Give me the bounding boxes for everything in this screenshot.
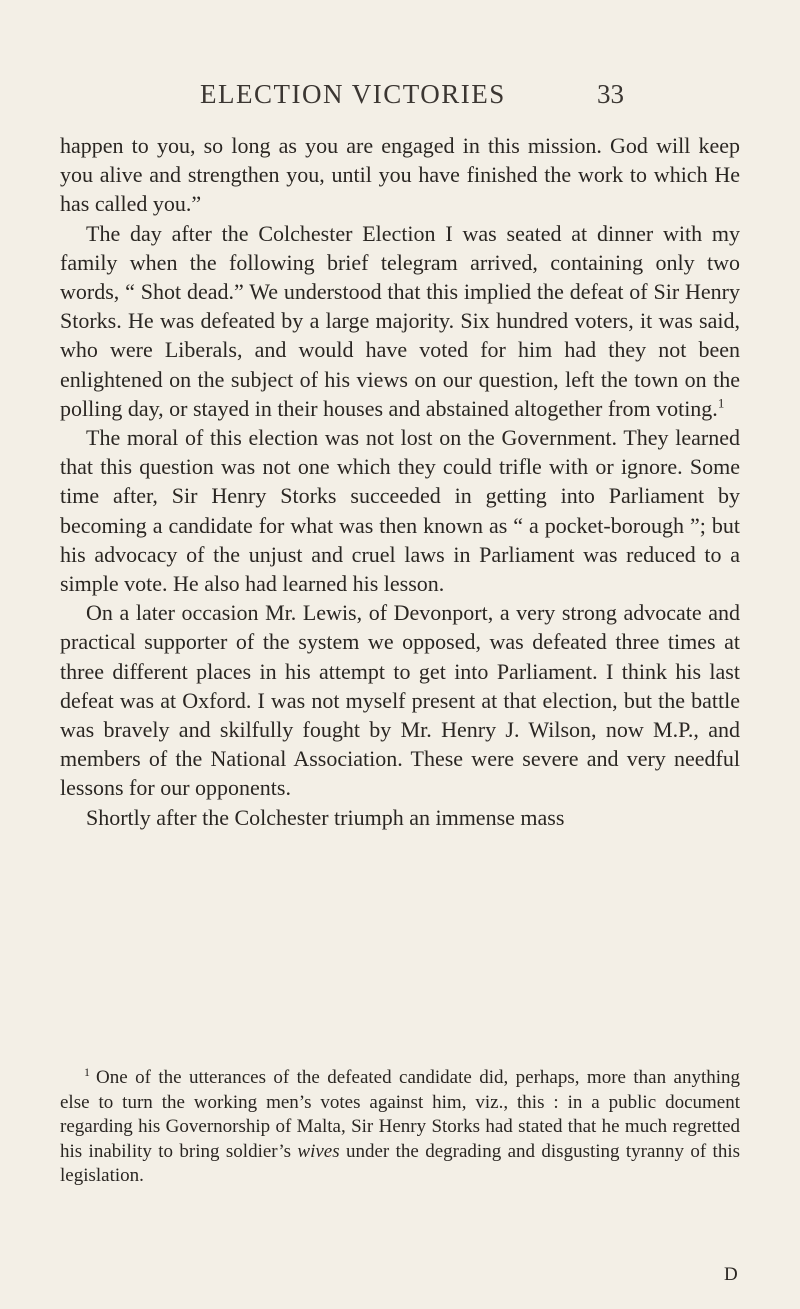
paragraph-text: Shortly after the Colchester triumph an immense mass	[86, 804, 565, 830]
paragraph-text: On a later occasion Mr. Lewis, of Devonport, a very strong advocate and practical supporter of the system we opposed, was defeated three times at three different places in his attempt to get into Parliament. I think his last defeat was at Oxford. I was not myself present at that election, but the battle was bravely and skilfully fought by Mr. Henry J. Wilson, now M.P., and members of the National Association. These were severe and very needful lessons for our opponents.	[60, 600, 740, 801]
footnote	[60, 1066, 740, 1189]
footnote-italic-text: wives	[297, 1140, 340, 1162]
footnote-text-end: under the degrading and disgusting tyranny of this legislation.	[60, 1140, 740, 1187]
paragraph	[60, 219, 740, 423]
body-text	[60, 131, 740, 832]
footnotes	[60, 1066, 740, 1189]
footnote-text: One of the utterances of the defeated candidate did, perhaps, more than anything else to turn the working men’s votes against him, viz., this : in a public document regarding his Governorship of Malta, Sir Henry Storks had stated that he much regretted his inability to bring soldier’s	[60, 1067, 740, 1162]
page-number: 33	[597, 79, 624, 109]
page-header	[200, 76, 624, 124]
footnote-marker: 1	[84, 1064, 90, 1079]
paragraph-text: The moral of this election was not lost on the Government. They learned that this question was not one which they could trifle with or ignore. Some time after, Sir Henry Storks succeeded in getting into Parliament by becoming a candidate for what was then known as “ a pocket-borough ”; but his advocacy of the unjust and cruel laws in Parliament was reduced to a simple vote. He also had learned his lesson.	[60, 425, 740, 597]
signature-mark: D	[724, 1264, 738, 1285]
paragraph	[60, 598, 740, 802]
running-head: ELECTION VICTORIES	[200, 79, 506, 109]
paragraph-text: The day after the Colchester Election I was seated at dinner with my family when the following brief telegram arrived, containing only two words, “ Shot dead.” We understood that this implied the defeat of Sir Henry Storks. He was defeated by a large majority. Six hundred voters, it was said, who were Liberals, and would have voted for him had they not been enlightened on the subject of his views on our question, left the town on the polling day, or stayed in their houses and abstained altogether from voting.	[60, 220, 740, 421]
paragraph	[60, 803, 740, 832]
paragraph-text: happen to you, so long as you are engaged in this mission. God will keep you alive and strengthen you, until you have finished the work to which He has called you.”	[60, 133, 740, 217]
footnote-reference: 1	[717, 395, 725, 411]
paragraph	[60, 423, 740, 598]
paragraph	[60, 131, 740, 219]
